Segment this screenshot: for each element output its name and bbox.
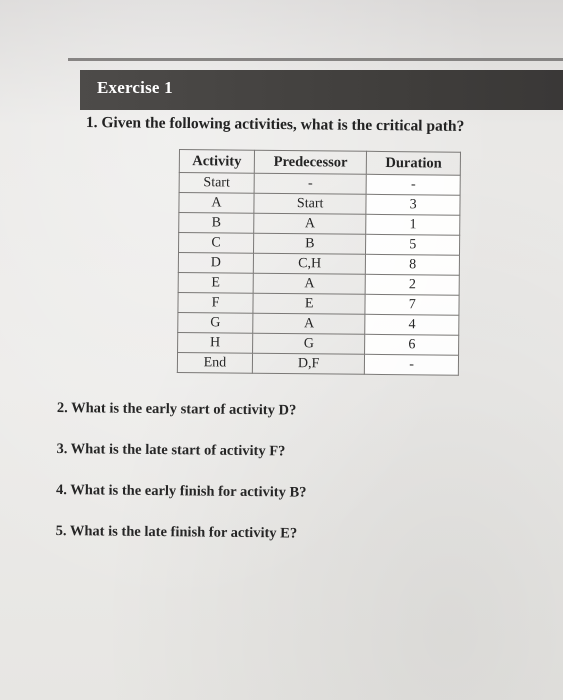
question-4: 4. What is the early finish for activity B? — [55, 481, 307, 501]
cell-activity: Start — [179, 173, 254, 194]
cell-duration: 8 — [366, 254, 460, 275]
cell-duration: 1 — [366, 214, 460, 235]
cell-predecessor: A — [254, 213, 367, 234]
cell-activity: F — [178, 292, 253, 313]
cell-activity: E — [178, 272, 253, 293]
cell-activity: D — [178, 253, 253, 274]
cell-predecessor: B — [253, 233, 366, 254]
question-3: 3. What is the late start of activity F? — [56, 440, 286, 460]
table-row — [177, 352, 458, 375]
cell-predecessor: D,F — [252, 353, 365, 374]
cell-duration: 3 — [366, 194, 460, 215]
activity-table — [177, 149, 461, 376]
cell-duration: 5 — [366, 234, 460, 255]
cell-predecessor: G — [253, 333, 366, 354]
table-row — [178, 253, 459, 276]
cell-activity: B — [179, 213, 254, 234]
cell-duration: 2 — [366, 274, 460, 295]
table-row — [179, 233, 460, 256]
cell-predecessor: E — [253, 293, 366, 314]
cell-predecessor: A — [253, 273, 366, 294]
table-row — [178, 332, 459, 355]
questions-list — [55, 400, 517, 569]
cell-activity: A — [179, 193, 254, 214]
header-predecessor: Predecessor — [254, 150, 367, 174]
cell-duration: - — [367, 174, 461, 195]
cell-duration: - — [365, 354, 459, 375]
cell-activity: H — [178, 332, 253, 353]
table-row — [179, 193, 460, 216]
cell-activity: End — [177, 352, 252, 373]
activity-table-wrapper — [177, 149, 461, 376]
exercise-banner — [80, 70, 563, 110]
cell-duration: 7 — [365, 294, 459, 315]
question-2: 2. What is the early start of activity D? — [56, 400, 297, 419]
header-duration: Duration — [367, 151, 461, 175]
table-header-row — [179, 150, 460, 176]
cell-duration: 6 — [365, 334, 459, 355]
table-row — [179, 213, 460, 236]
cell-activity: G — [178, 312, 253, 333]
question-1: 1. Given the following activities, what is the critical path? — [85, 114, 465, 135]
table-row — [178, 272, 459, 295]
cell-activity: C — [179, 233, 254, 254]
cell-predecessor: - — [254, 173, 367, 194]
table-row — [178, 292, 459, 315]
exercise-title: Exercise 1 — [97, 78, 173, 97]
cell-duration: 4 — [365, 314, 459, 335]
top-rule — [68, 58, 563, 61]
header-activity: Activity — [179, 150, 254, 174]
table-row — [179, 173, 460, 196]
table-row — [178, 312, 459, 335]
cell-predecessor: A — [253, 313, 366, 334]
cell-predecessor: Start — [254, 193, 367, 214]
cell-predecessor: C,H — [253, 253, 366, 274]
question-5: 5. What is the late finish for activity E? — [55, 522, 298, 542]
